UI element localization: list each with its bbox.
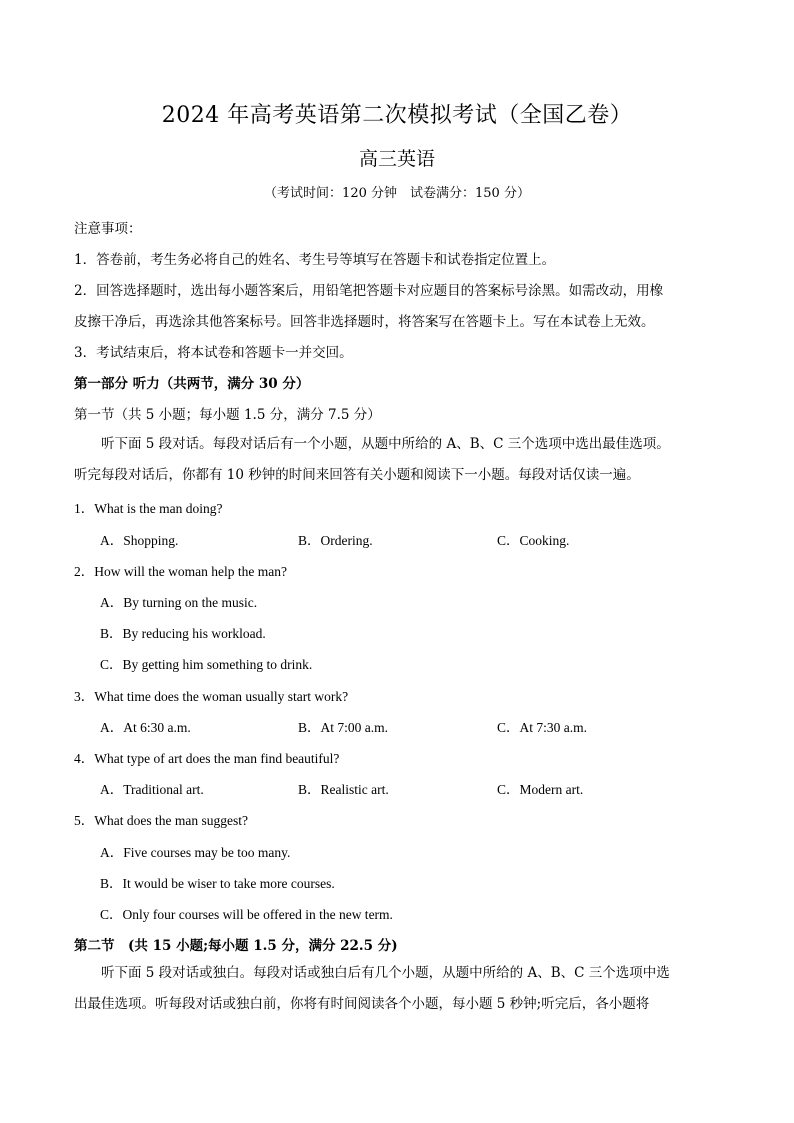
- question-3-option-b[interactable]: B．At 7:00 a.m.: [298, 720, 388, 735]
- question-4-option-b[interactable]: B．Realistic art.: [298, 782, 389, 797]
- question-3-stem: 3．What time does the woman usually start work?: [74, 689, 349, 704]
- question-2-option-b[interactable]: B．By reducing his workload.: [100, 626, 266, 641]
- section2-instructions: 听下面 5 段对话或独白。每段对话或独白后有几个小题，从题中所给的 A、B、C 三个选项中选出最佳选项。听每段对话或独白前，你将有时间阅读各个小题，每小题 5 秒钟;听完后，各小题将: [74, 965, 670, 1012]
- question-5-option-a[interactable]: A．Five courses may be too many.: [100, 845, 291, 860]
- question-5-option-c[interactable]: C．Only four courses will be offered in the new term.: [100, 907, 393, 922]
- notice-heading: 注意事项：: [74, 221, 142, 237]
- section1-heading: 第一节（共 5 小题；每小题 1.5 分，满分 7.5 分）: [74, 407, 381, 423]
- question-4-stem: 4．What type of art does the man find beautiful?: [74, 751, 340, 766]
- question-3-option-c[interactable]: C．At 7:30 a.m.: [497, 720, 587, 735]
- notice-item-1: 1．答卷前，考生务必将自己的姓名、考生号等填写在答题卡和试卷指定位置上。: [74, 252, 556, 268]
- question-5-stem: 5．What does the man suggest?: [74, 813, 248, 828]
- question-4-option-c[interactable]: C．Modern art.: [497, 782, 584, 797]
- question-2-option-a[interactable]: A．By turning on the music.: [100, 595, 258, 610]
- question-3-option-a[interactable]: A．At 6:30 a.m.: [100, 720, 191, 735]
- question-1-option-c[interactable]: C．Cooking.: [497, 533, 570, 548]
- exam-time-note: （考试时间：120 分钟 试卷满分：150 分）: [264, 186, 530, 201]
- question-1-option-b[interactable]: B．Ordering.: [298, 533, 373, 548]
- question-4-option-a[interactable]: A．Traditional art.: [100, 782, 204, 797]
- question-2-option-c[interactable]: C．By getting him something to drink.: [100, 657, 313, 672]
- notice-item-3: 3．考试结束后，将本试卷和答题卡一并交回。: [74, 345, 353, 361]
- exam-title: 2024 年高考英语第二次模拟考试（全国乙卷）: [161, 103, 633, 128]
- section1-instructions: 听下面 5 段对话。每段对话后有一个小题，从题中所给的 A、B、C 三个选项中选出最佳选项。听完每段对话后，你都有 10 秒钟的时间来回答有关小题和阅读下一小题。每段对话仅读一遍。: [74, 436, 670, 483]
- notice-item-2: 2．回答选择题时，选出每小题答案后，用铅笔把答题卡对应题目的答案标号涂黑。如需改动，用橡: [74, 283, 664, 299]
- question-2-stem: 2．How will the woman help the man?: [74, 564, 287, 579]
- question-1-option-a[interactable]: A．Shopping.: [100, 533, 179, 548]
- question-5-option-b[interactable]: B．It would be wiser to take more courses.: [100, 876, 335, 891]
- exam-subtitle: 高三英语: [358, 148, 435, 170]
- section2-heading: 第二节 (共 15 小题;每小题 1.5 分，满分 22.5 分): [74, 938, 398, 954]
- notice-item-2-cont: 皮擦干净后，再选涂其他答案标号。回答非选择题时，将答案写在答题卡上。写在本试卷上无效。: [74, 314, 655, 330]
- part1-heading: 第一部分 听力（共两节，满分 30 分）: [74, 376, 310, 392]
- question-1-stem: 1．What is the man doing?: [74, 501, 223, 516]
